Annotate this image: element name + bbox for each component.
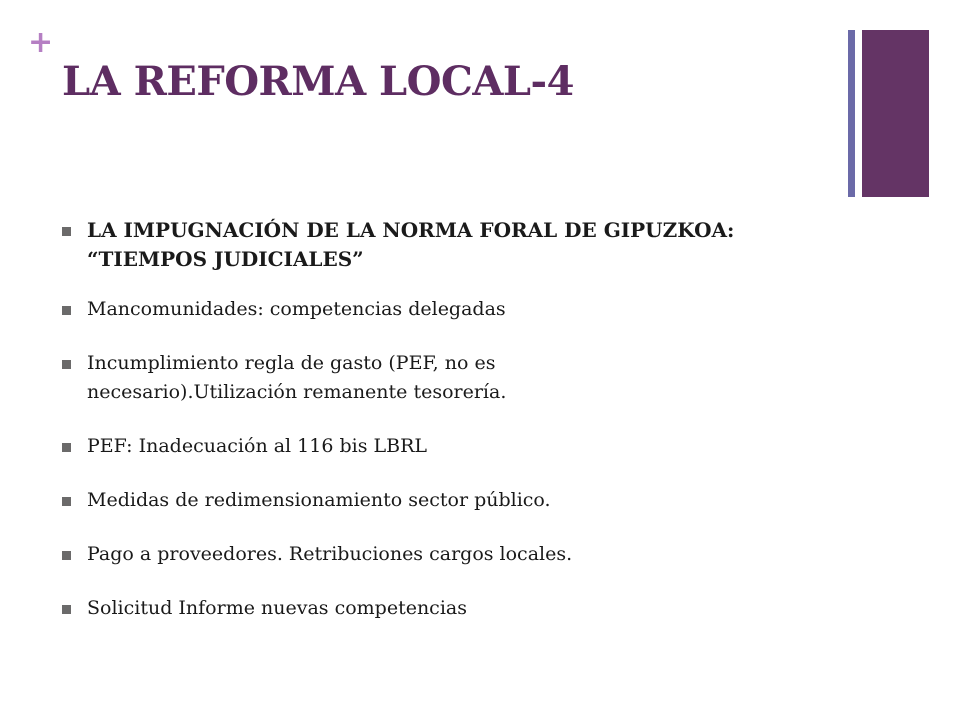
bullet-text: Incumplimiento regla de gasto (PEF, no es necesario).Utilización remanente tesorería. [87, 352, 507, 403]
decorative-bar-wide [862, 30, 929, 197]
bullet-text: Solicitud Informe nuevas competencias [87, 597, 467, 619]
bullet-item [62, 349, 627, 407]
bullet-text: Mancomunidades: competencias delegadas [87, 298, 506, 320]
bullet-item [62, 486, 762, 515]
bullet-item [62, 295, 762, 324]
bullet-square-icon [62, 497, 71, 506]
bullet-list [62, 216, 762, 623]
bullet-text: LA IMPUGNACIÓN DE LA NORMA FORAL DE GIPUZKOA: “TIEMPOS JUDICIALES” [87, 218, 735, 271]
bullet-text: Medidas de redimensionamiento sector público. [87, 489, 551, 511]
bullet-square-icon [62, 227, 71, 236]
plus-mark: + [28, 25, 54, 60]
bullet-item [62, 540, 762, 569]
bullet-item [62, 216, 762, 274]
bullet-square-icon [62, 443, 71, 452]
bullet-square-icon [62, 551, 71, 560]
bullet-text: Pago a proveedores. Retribuciones cargos locales. [87, 543, 573, 565]
bullet-item [62, 594, 762, 623]
bullet-square-icon [62, 605, 71, 614]
bullet-item [62, 432, 762, 461]
bullet-square-icon [62, 360, 71, 369]
bullet-square-icon [62, 306, 71, 315]
decorative-bar-thin [848, 30, 855, 197]
bullet-text: PEF: Inadecuación al 116 bis LBRL [87, 435, 427, 457]
slide-title: LA REFORMA LOCAL-4 [62, 58, 574, 105]
